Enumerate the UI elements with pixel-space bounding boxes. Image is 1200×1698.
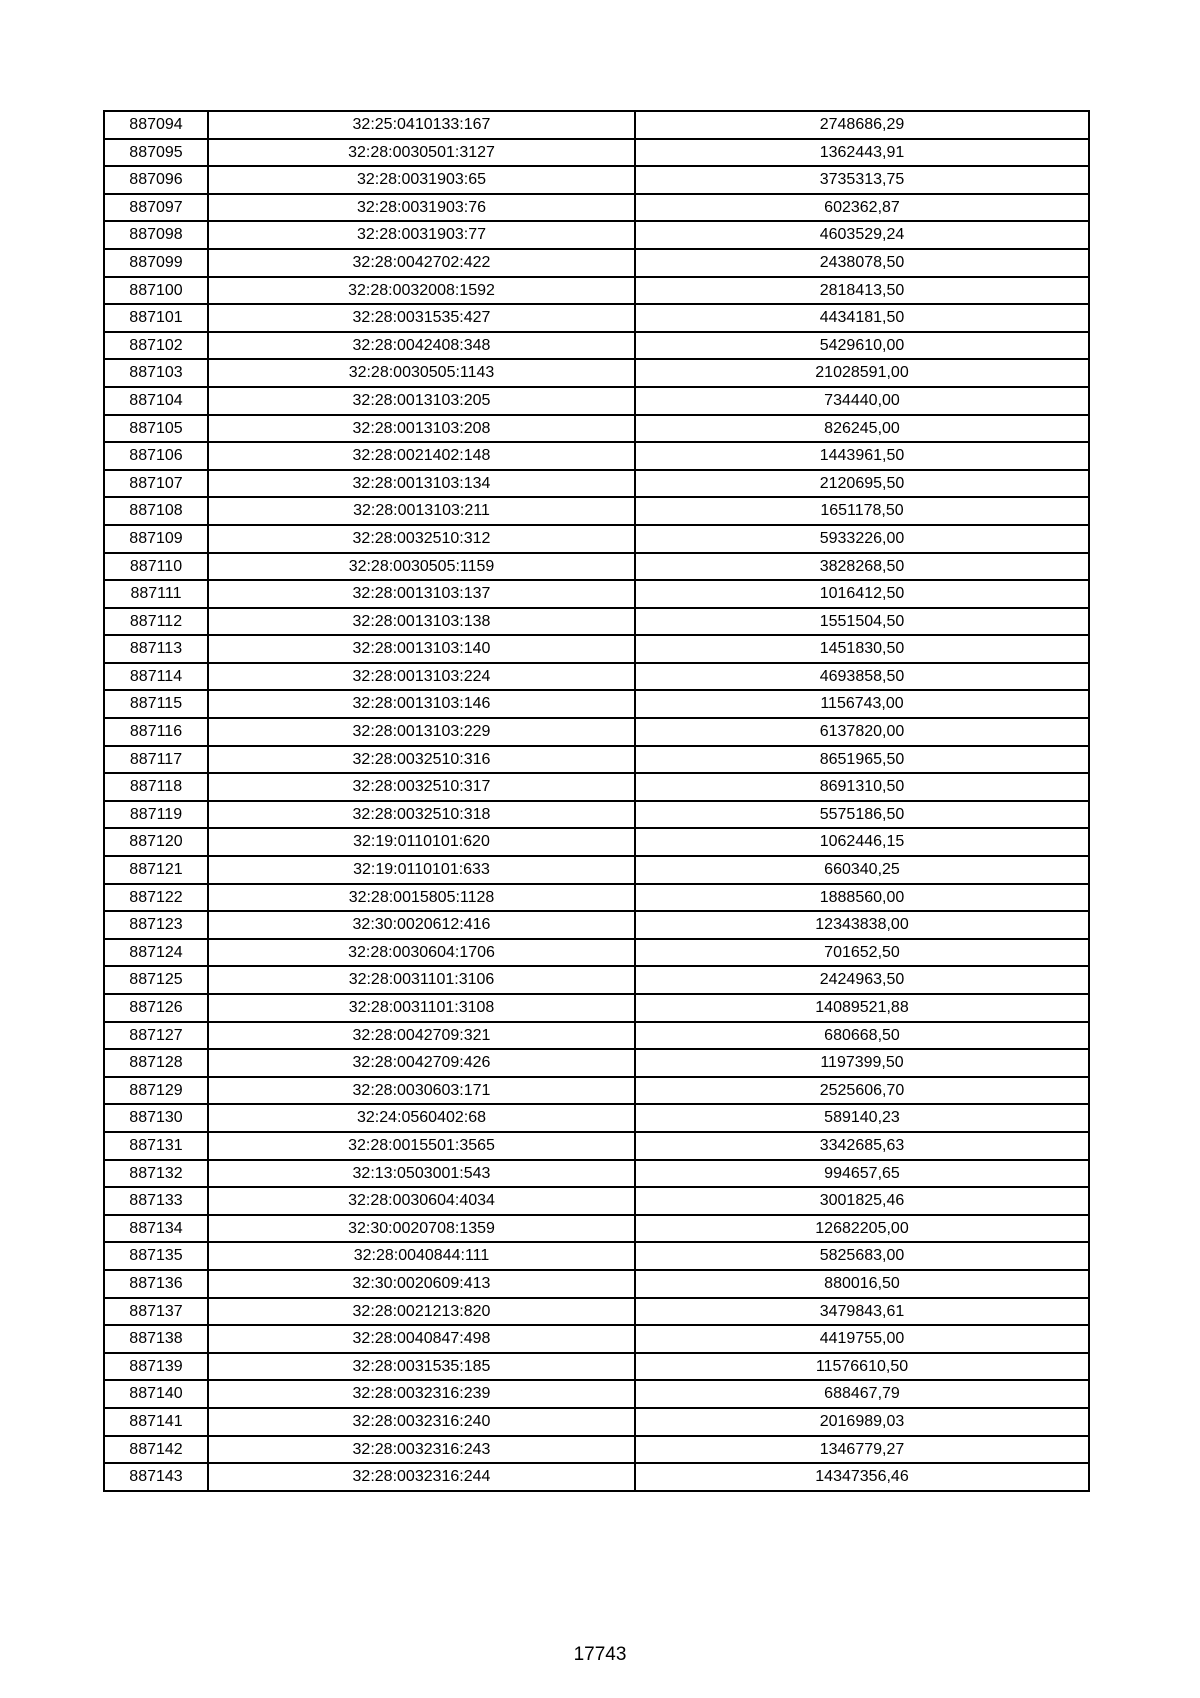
cadastral-value-cell: 880016,50 (635, 1270, 1089, 1298)
row-number-cell: 887110 (104, 553, 208, 581)
table-row (104, 553, 1089, 581)
cadastral-value-cell: 2424963,50 (635, 966, 1089, 994)
cadastral-value-cell: 12343838,00 (635, 911, 1089, 939)
cadastral-number-cell: 32:28:0013103:205 (208, 387, 635, 415)
row-number-cell: 887108 (104, 497, 208, 525)
table-row (104, 1436, 1089, 1464)
cadastral-value-cell: 2748686,29 (635, 111, 1089, 139)
cadastral-number-cell: 32:28:0040847:498 (208, 1325, 635, 1353)
row-number-cell: 887143 (104, 1463, 208, 1491)
cadastral-number-cell: 32:28:0013103:137 (208, 580, 635, 608)
cadastral-value-cell: 2525606,70 (635, 1077, 1089, 1105)
row-number-cell: 887112 (104, 608, 208, 636)
table-row (104, 1132, 1089, 1160)
cadastral-number-cell: 32:28:0013103:138 (208, 608, 635, 636)
row-number-cell: 887114 (104, 663, 208, 691)
table-row (104, 801, 1089, 829)
row-number-cell: 887128 (104, 1049, 208, 1077)
table-row (104, 111, 1089, 139)
row-number-cell: 887136 (104, 1270, 208, 1298)
row-number-cell: 887126 (104, 994, 208, 1022)
table-row (104, 1408, 1089, 1436)
row-number-cell: 887134 (104, 1215, 208, 1243)
cadastral-number-cell: 32:28:0032510:317 (208, 773, 635, 801)
cadastral-number-cell: 32:28:0013103:211 (208, 497, 635, 525)
table-row (104, 608, 1089, 636)
row-number-cell: 887099 (104, 249, 208, 277)
table-row (104, 221, 1089, 249)
cadastral-value-cell: 14089521,88 (635, 994, 1089, 1022)
cadastral-value-cell: 688467,79 (635, 1380, 1089, 1408)
cadastral-value-cell: 4693858,50 (635, 663, 1089, 691)
cadastral-number-cell: 32:19:0110101:620 (208, 828, 635, 856)
cadastral-value-cell: 2120695,50 (635, 470, 1089, 498)
table-row (104, 387, 1089, 415)
table-row (104, 1298, 1089, 1326)
cadastral-value-cell: 3342685,63 (635, 1132, 1089, 1160)
table-row (104, 166, 1089, 194)
row-number-cell: 887100 (104, 277, 208, 305)
cadastral-number-cell: 32:28:0013103:224 (208, 663, 635, 691)
cadastral-number-cell: 32:28:0032510:316 (208, 746, 635, 774)
table-row (104, 415, 1089, 443)
row-number-cell: 887138 (104, 1325, 208, 1353)
table-row (104, 1077, 1089, 1105)
row-number-cell: 887113 (104, 635, 208, 663)
cadastral-number-cell: 32:28:0013103:134 (208, 470, 635, 498)
cadastral-value-cell: 1362443,91 (635, 139, 1089, 167)
cadastral-number-cell: 32:30:0020609:413 (208, 1270, 635, 1298)
cadastral-value-cell: 8691310,50 (635, 773, 1089, 801)
table-row (104, 194, 1089, 222)
cadastral-number-cell: 32:28:0030501:3127 (208, 139, 635, 167)
cadastral-number-cell: 32:28:0032510:318 (208, 801, 635, 829)
row-number-cell: 887106 (104, 442, 208, 470)
table-row (104, 718, 1089, 746)
row-number-cell: 887097 (104, 194, 208, 222)
table-row (104, 304, 1089, 332)
table-row (104, 139, 1089, 167)
cadastral-number-cell: 32:28:0031101:3106 (208, 966, 635, 994)
table-row (104, 994, 1089, 1022)
cadastral-number-cell: 32:30:0020612:416 (208, 911, 635, 939)
cadastral-value-cell: 6137820,00 (635, 718, 1089, 746)
table-row (104, 1104, 1089, 1132)
cadastral-value-cell: 2438078,50 (635, 249, 1089, 277)
cadastral-value-cell: 1451830,50 (635, 635, 1089, 663)
table-row (104, 249, 1089, 277)
cadastral-number-cell: 32:28:0032316:244 (208, 1463, 635, 1491)
table-body (104, 111, 1089, 1491)
cadastral-number-cell: 32:28:0031903:77 (208, 221, 635, 249)
cadastral-number-cell: 32:28:0030604:4034 (208, 1187, 635, 1215)
row-number-cell: 887094 (104, 111, 208, 139)
cadastral-number-cell: 32:28:0013103:208 (208, 415, 635, 443)
cadastral-number-cell: 32:24:0560402:68 (208, 1104, 635, 1132)
row-number-cell: 887141 (104, 1408, 208, 1436)
cadastral-number-cell: 32:28:0032008:1592 (208, 277, 635, 305)
table-row (104, 1463, 1089, 1491)
row-number-cell: 887115 (104, 690, 208, 718)
cadastral-number-cell: 32:28:0013103:229 (208, 718, 635, 746)
cadastral-number-cell: 32:28:0042408:348 (208, 332, 635, 360)
cadastral-number-cell: 32:28:0032316:239 (208, 1380, 635, 1408)
cadastral-number-cell: 32:13:0503001:543 (208, 1160, 635, 1188)
cadastral-value-cell: 14347356,46 (635, 1463, 1089, 1491)
cadastral-number-cell: 32:28:0030505:1159 (208, 553, 635, 581)
row-number-cell: 887131 (104, 1132, 208, 1160)
table-row (104, 663, 1089, 691)
cadastral-value-cell: 5933226,00 (635, 525, 1089, 553)
cadastral-number-cell: 32:28:0015805:1128 (208, 884, 635, 912)
cadastral-number-cell: 32:28:0031903:65 (208, 166, 635, 194)
cadastral-number-cell: 32:28:0031101:3108 (208, 994, 635, 1022)
row-number-cell: 887133 (104, 1187, 208, 1215)
cadastral-value-cell: 4603529,24 (635, 221, 1089, 249)
cadastral-value-table (103, 110, 1090, 1492)
cadastral-value-cell: 734440,00 (635, 387, 1089, 415)
table-row (104, 497, 1089, 525)
table-row (104, 580, 1089, 608)
row-number-cell: 887098 (104, 221, 208, 249)
row-number-cell: 887142 (104, 1436, 208, 1464)
row-number-cell: 887123 (104, 911, 208, 939)
cadastral-value-cell: 1062446,15 (635, 828, 1089, 856)
table-row (104, 525, 1089, 553)
table-row (104, 1049, 1089, 1077)
table-row (104, 1160, 1089, 1188)
cadastral-value-cell: 11576610,50 (635, 1353, 1089, 1381)
cadastral-value-cell: 12682205,00 (635, 1215, 1089, 1243)
cadastral-number-cell: 32:28:0021213:820 (208, 1298, 635, 1326)
row-number-cell: 887130 (104, 1104, 208, 1132)
row-number-cell: 887125 (104, 966, 208, 994)
cadastral-value-cell: 660340,25 (635, 856, 1089, 884)
table-row (104, 690, 1089, 718)
cadastral-value-cell: 994657,65 (635, 1160, 1089, 1188)
cadastral-value-cell: 4434181,50 (635, 304, 1089, 332)
row-number-cell: 887109 (104, 525, 208, 553)
row-number-cell: 887102 (104, 332, 208, 360)
cadastral-value-cell: 21028591,00 (635, 359, 1089, 387)
table-row (104, 1215, 1089, 1243)
page-number: 17743 (573, 1644, 627, 1665)
row-number-cell: 887139 (104, 1353, 208, 1381)
cadastral-number-cell: 32:28:0021402:148 (208, 442, 635, 470)
cadastral-number-cell: 32:25:0410133:167 (208, 111, 635, 139)
cadastral-number-cell: 32:28:0032316:240 (208, 1408, 635, 1436)
cadastral-value-cell: 1016412,50 (635, 580, 1089, 608)
cadastral-number-cell: 32:28:0040844:111 (208, 1242, 635, 1270)
cadastral-value-cell: 4419755,00 (635, 1325, 1089, 1353)
table-row (104, 277, 1089, 305)
row-number-cell: 887140 (104, 1380, 208, 1408)
cadastral-value-cell: 5825683,00 (635, 1242, 1089, 1270)
cadastral-number-cell: 32:28:0042709:321 (208, 1022, 635, 1050)
cadastral-number-cell: 32:28:0042702:422 (208, 249, 635, 277)
row-number-cell: 887124 (104, 939, 208, 967)
row-number-cell: 887095 (104, 139, 208, 167)
cadastral-number-cell: 32:28:0032510:312 (208, 525, 635, 553)
row-number-cell: 887120 (104, 828, 208, 856)
table-row (104, 1270, 1089, 1298)
row-number-cell: 887119 (104, 801, 208, 829)
cadastral-number-cell: 32:28:0013103:146 (208, 690, 635, 718)
cadastral-number-cell: 32:28:0031535:427 (208, 304, 635, 332)
cadastral-number-cell: 32:28:0042709:426 (208, 1049, 635, 1077)
row-number-cell: 887129 (104, 1077, 208, 1105)
table-row (104, 773, 1089, 801)
table-row (104, 332, 1089, 360)
cadastral-number-cell: 32:28:0030505:1143 (208, 359, 635, 387)
cadastral-value-cell: 589140,23 (635, 1104, 1089, 1132)
row-number-cell: 887122 (104, 884, 208, 912)
cadastral-value-cell: 2818413,50 (635, 277, 1089, 305)
row-number-cell: 887103 (104, 359, 208, 387)
row-number-cell: 887111 (104, 580, 208, 608)
cadastral-value-cell: 2016989,03 (635, 1408, 1089, 1436)
row-number-cell: 887137 (104, 1298, 208, 1326)
row-number-cell: 887105 (104, 415, 208, 443)
cadastral-value-cell: 1156743,00 (635, 690, 1089, 718)
row-number-cell: 887107 (104, 470, 208, 498)
cadastral-value-cell: 5575186,50 (635, 801, 1089, 829)
row-number-cell: 887101 (104, 304, 208, 332)
table-row (104, 966, 1089, 994)
cadastral-number-cell: 32:28:0015501:3565 (208, 1132, 635, 1160)
cadastral-value-cell: 1197399,50 (635, 1049, 1089, 1077)
row-number-cell: 887135 (104, 1242, 208, 1270)
cadastral-value-cell: 3828268,50 (635, 553, 1089, 581)
table-row (104, 939, 1089, 967)
cadastral-number-cell: 32:28:0013103:140 (208, 635, 635, 663)
table-row (104, 1022, 1089, 1050)
table-row (104, 856, 1089, 884)
table-row (104, 470, 1089, 498)
table-row (104, 359, 1089, 387)
table-row (104, 442, 1089, 470)
cadastral-value-cell: 5429610,00 (635, 332, 1089, 360)
row-number-cell: 887104 (104, 387, 208, 415)
table-row (104, 828, 1089, 856)
cadastral-value-cell: 826245,00 (635, 415, 1089, 443)
cadastral-value-cell: 1346779,27 (635, 1436, 1089, 1464)
table-row (104, 746, 1089, 774)
cadastral-value-cell: 1651178,50 (635, 497, 1089, 525)
cadastral-number-cell: 32:19:0110101:633 (208, 856, 635, 884)
cadastral-value-cell: 701652,50 (635, 939, 1089, 967)
table-row (104, 1353, 1089, 1381)
cadastral-value-cell: 3735313,75 (635, 166, 1089, 194)
cadastral-value-cell: 1551504,50 (635, 608, 1089, 636)
row-number-cell: 887121 (104, 856, 208, 884)
cadastral-value-cell: 680668,50 (635, 1022, 1089, 1050)
cadastral-value-cell: 1443961,50 (635, 442, 1089, 470)
table-row (104, 1187, 1089, 1215)
cadastral-value-cell: 8651965,50 (635, 746, 1089, 774)
table-row (104, 884, 1089, 912)
table-row (104, 911, 1089, 939)
cadastral-number-cell: 32:28:0031535:185 (208, 1353, 635, 1381)
cadastral-value-cell: 3479843,61 (635, 1298, 1089, 1326)
cadastral-number-cell: 32:28:0031903:76 (208, 194, 635, 222)
table-row (104, 1325, 1089, 1353)
row-number-cell: 887116 (104, 718, 208, 746)
cadastral-number-cell: 32:28:0030603:171 (208, 1077, 635, 1105)
row-number-cell: 887118 (104, 773, 208, 801)
table-row (104, 1242, 1089, 1270)
cadastral-number-cell: 32:30:0020708:1359 (208, 1215, 635, 1243)
cadastral-value-cell: 1888560,00 (635, 884, 1089, 912)
table-row (104, 1380, 1089, 1408)
row-number-cell: 887127 (104, 1022, 208, 1050)
row-number-cell: 887132 (104, 1160, 208, 1188)
row-number-cell: 887117 (104, 746, 208, 774)
cadastral-number-cell: 32:28:0030604:1706 (208, 939, 635, 967)
row-number-cell: 887096 (104, 166, 208, 194)
table-row (104, 635, 1089, 663)
cadastral-value-cell: 3001825,46 (635, 1187, 1089, 1215)
cadastral-value-cell: 602362,87 (635, 194, 1089, 222)
cadastral-number-cell: 32:28:0032316:243 (208, 1436, 635, 1464)
